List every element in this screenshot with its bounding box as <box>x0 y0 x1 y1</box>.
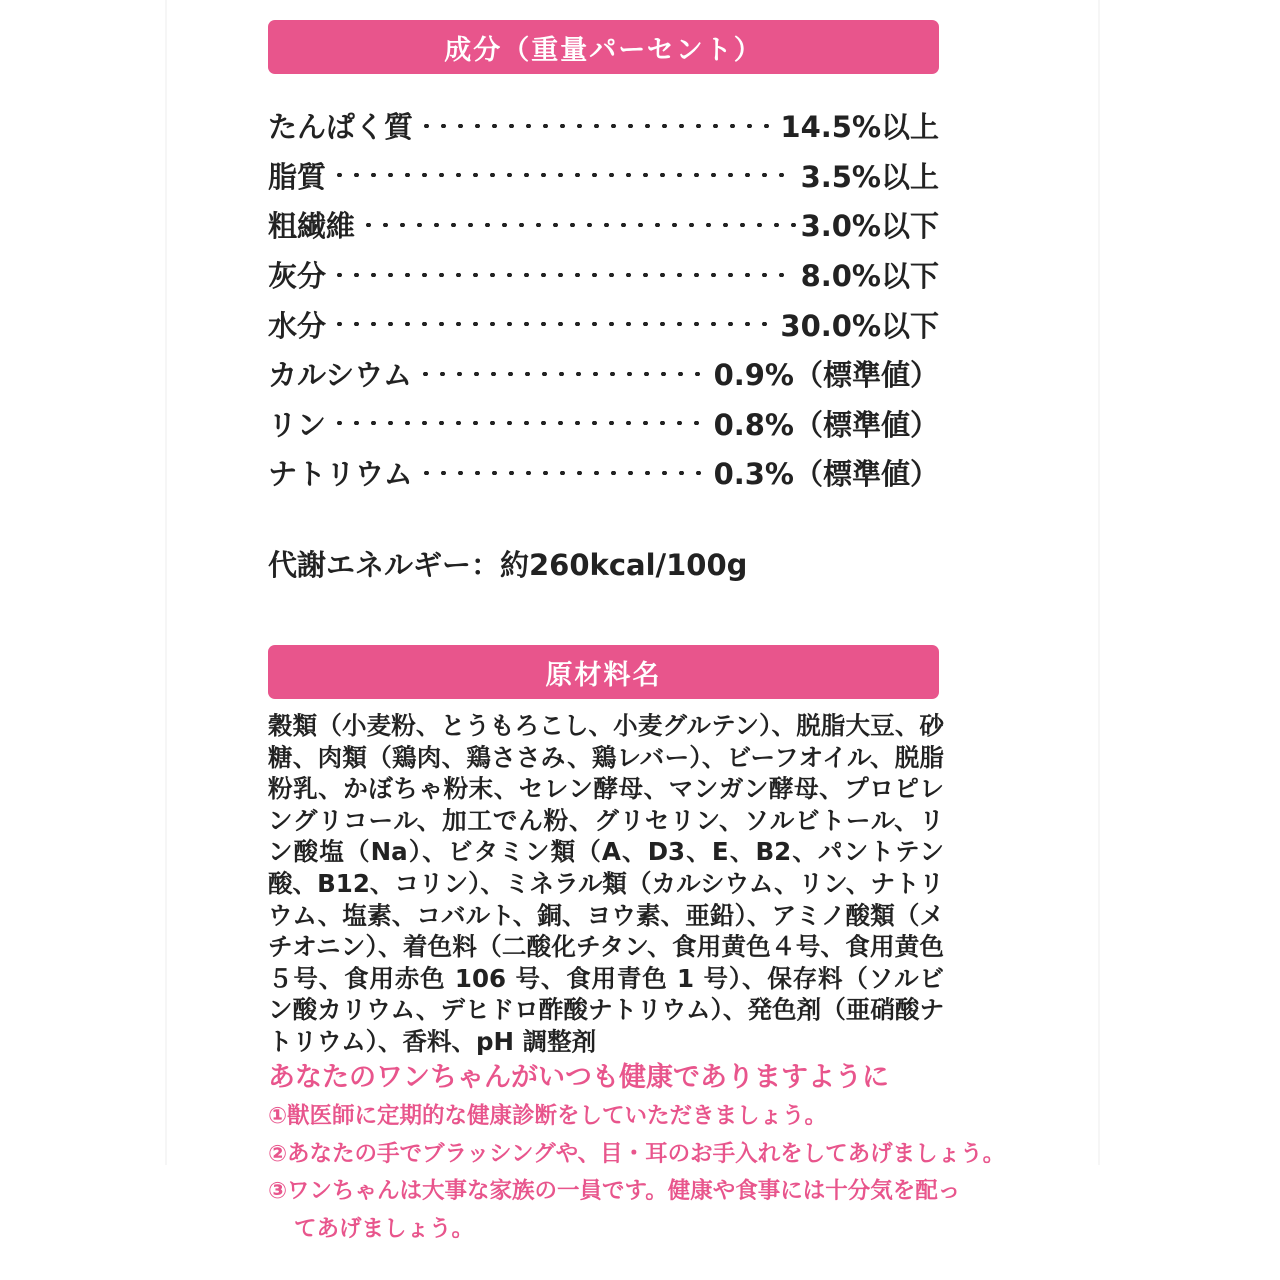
message-item: ①獣医師に定期的な健康診断をしていただきましょう。 <box>268 1103 828 1129</box>
composition-header: 成分（重量パーセント） <box>268 20 939 74</box>
leader-dots <box>360 223 796 227</box>
leader-dots <box>331 421 709 425</box>
composition-row-phosphorus <box>268 399 939 449</box>
health-message <box>268 1058 1006 1248</box>
leader-dots <box>331 173 796 177</box>
nutrient-value: 0.9%（標準値） <box>713 358 939 393</box>
message-headline: あなたのワンちゃんがいつも健康でありますように <box>268 1062 889 1093</box>
ingredients-text: 穀類（小麦粉、とうもろこし、小麦グルテン）、脱脂大豆、砂糖、肉類（鶏肉、鶏ささみ、鶏レバー）、ビーフオイル、脱脂粉乳、かぼちゃ粉末、セレン酵母、マンガン酵母、プロピレングリコール、加工でん粉、グリセリン、ソルビトール、リン酸塩（Na）、ビタミン類（A、D3、E、B2、パントテン酸、B12、コリン）、ミネラル類（カルシウム、リン、ナトリウム、塩素、コバルト、銅、ヨウ素、亜鉛）、アミノ酸類（メチオニン）、着色料（二酸化チタン、食用黄色４号、食用黄色５号、食用赤色 106 号、食用青色 1 号）、保存料（ソルビン酸カリウム、デヒドロ酢酸ナトリウム）、発色剤（亜硝酸ナトリウム）、香料、pH 調整剤 <box>268 711 944 1056</box>
metabolic-energy: 代謝エネルギー：約260kcal/100g <box>268 548 748 582</box>
message-item: ③ワンちゃんは大事な家族の一員です。健康や食事には十分気を配ってあげましょう。 <box>268 1178 961 1242</box>
composition-row-fat <box>268 151 939 201</box>
nutrient-value: 0.8%（標準値） <box>713 407 939 442</box>
nutrient-name: たんぱく質 <box>268 110 414 145</box>
nutrient-value: 3.0%以下 <box>800 209 939 244</box>
nutrient-value: 30.0%以下 <box>780 308 939 343</box>
leader-dots <box>417 372 709 376</box>
nutrient-name: 粗繊維 <box>268 209 356 244</box>
nutrient-name: 灰分 <box>268 259 327 294</box>
composition-row-protein <box>268 101 939 151</box>
leader-dots <box>331 322 775 326</box>
composition-row-sodium <box>268 448 939 498</box>
nutrient-value: 0.3%（標準値） <box>713 457 939 492</box>
composition-list <box>268 101 939 498</box>
nutrient-name: 水分 <box>268 308 327 343</box>
leader-dots <box>418 471 709 475</box>
composition-row-ash <box>268 250 939 300</box>
ingredients-header: 原材料名 <box>268 645 939 699</box>
nutrient-name: リン <box>268 407 327 442</box>
composition-row-calcium <box>268 349 939 399</box>
nutrient-value: 14.5%以上 <box>780 110 939 145</box>
nutrient-value: 3.5%以上 <box>800 159 939 194</box>
nutrient-name: ナトリウム <box>268 457 413 492</box>
message-item: ②あなたの手でブラッシングや、目・耳のお手入れをしてあげましょう。 <box>268 1140 1006 1167</box>
nutrient-name: 脂質 <box>268 159 327 194</box>
leader-dots <box>418 124 775 128</box>
nutrient-value: 8.0%以下 <box>800 259 939 294</box>
composition-row-moisture <box>268 299 939 349</box>
leader-dots <box>331 273 796 277</box>
composition-row-fiber <box>268 200 939 250</box>
nutrient-name: カルシウム <box>268 358 412 393</box>
